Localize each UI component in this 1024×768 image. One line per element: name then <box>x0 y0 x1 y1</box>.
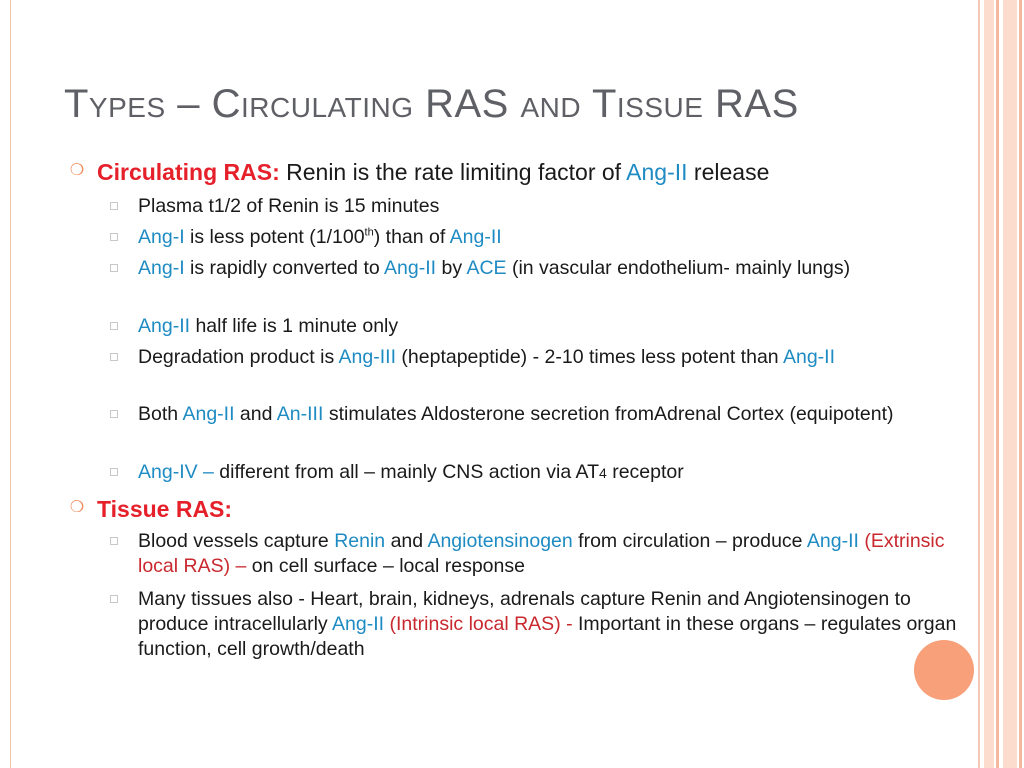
text-segment: Ang-II <box>138 315 191 337</box>
text-segment: Degradation product is <box>138 346 339 368</box>
section-heading <box>97 495 232 523</box>
text-segment: Ang-I <box>138 257 185 279</box>
section-lead-tail: release <box>687 159 770 185</box>
text-segment: from circulation – produce <box>572 530 807 552</box>
text-segment: (Extrinsic local RAS) – <box>138 530 945 577</box>
item-text <box>138 460 970 486</box>
text-segment: An-III <box>276 403 324 425</box>
section-lead: Renin is the rate limiting factor of <box>279 159 627 185</box>
text-segment: Angiotensinogen <box>427 530 573 552</box>
square-bullet-icon <box>110 353 118 361</box>
item-text <box>138 529 970 579</box>
text-segment: Both <box>138 403 183 425</box>
decorative-stripe <box>996 0 999 768</box>
square-bullet-icon <box>110 537 118 545</box>
decorative-stripe <box>1003 0 1017 768</box>
text-segment: Ang-I <box>138 226 185 248</box>
text-segment: Plasma t1/2 of Renin is 15 minutes <box>138 195 440 217</box>
item-text <box>138 194 970 219</box>
text-segment: on cell surface – local response <box>251 555 525 577</box>
item-text <box>138 402 970 427</box>
text-segment: th <box>364 226 374 239</box>
square-bullet-icon <box>110 468 118 476</box>
text-segment: is rapidly converted to <box>184 257 385 279</box>
text-segment: Ang-II <box>782 346 836 368</box>
item-text <box>138 225 970 250</box>
text-segment: stimulates Aldosterone secretion fromAdrenal Cortex (equipotent) <box>323 403 894 425</box>
decorative-stripe <box>1019 0 1022 768</box>
text-segment: different from all – mainly CNS action via AT <box>219 461 599 483</box>
text-segment: receptor <box>606 461 684 483</box>
square-bullet-icon <box>110 410 118 418</box>
text-segment: Renin <box>334 530 386 552</box>
item-text <box>138 256 970 281</box>
text-segment: Ang-IV – <box>138 461 220 483</box>
text-segment: ACE <box>466 257 507 279</box>
text-segment: ) than of <box>373 226 450 248</box>
section-label: Circulating RAS: <box>97 159 280 185</box>
section-label: Tissue RAS: <box>97 496 233 522</box>
square-bullet-icon <box>110 322 118 330</box>
text-segment: Ang-II <box>182 403 235 425</box>
item-text <box>138 587 970 662</box>
text-segment: Ang-III <box>338 346 396 368</box>
text-segment: (Intrinsic local RAS) - <box>384 613 579 635</box>
square-bullet-icon <box>110 264 118 272</box>
square-bullet-icon <box>110 202 118 210</box>
square-bullet-icon <box>110 233 118 241</box>
ring-bullet-icon: ❍ <box>69 162 85 179</box>
text-segment: and <box>385 530 428 552</box>
text-segment: Ang-II <box>806 530 859 552</box>
square-bullet-icon <box>110 595 118 603</box>
text-segment: Many tissues also - Heart, brain, kidneys, adrenals capture Renin and Angiotensinogen to produce intracellularly <box>138 588 911 635</box>
section-heading <box>97 158 769 186</box>
text-segment: by <box>436 257 467 279</box>
text-segment: (heptapeptide) - 2-10 times less potent than <box>396 346 783 368</box>
decorative-stripe <box>978 0 980 768</box>
text-segment: Important in these organs – regulates organ function, cell growth/death <box>138 613 957 660</box>
text-segment: and <box>234 403 277 425</box>
section-lead-highlight: Ang-II <box>626 159 688 185</box>
decorative-stripe <box>984 0 994 768</box>
text-segment: Ang-II <box>449 226 502 248</box>
text-segment: is less potent (1/100 <box>184 226 365 248</box>
text-segment: (in vascular endothelium- mainly lungs) <box>506 257 851 279</box>
text-segment: Blood vessels capture <box>138 530 335 552</box>
item-text <box>138 345 970 370</box>
text-segment: 4 <box>598 465 607 481</box>
text-segment: Ang-II <box>384 257 437 279</box>
item-text <box>138 314 970 339</box>
slide-title: Types – Circulating RAS and Tissue RAS <box>64 82 799 126</box>
text-segment: half life is 1 minute only <box>190 315 399 337</box>
text-segment: Ang-II <box>332 613 385 635</box>
ring-bullet-icon: ❍ <box>69 499 85 516</box>
